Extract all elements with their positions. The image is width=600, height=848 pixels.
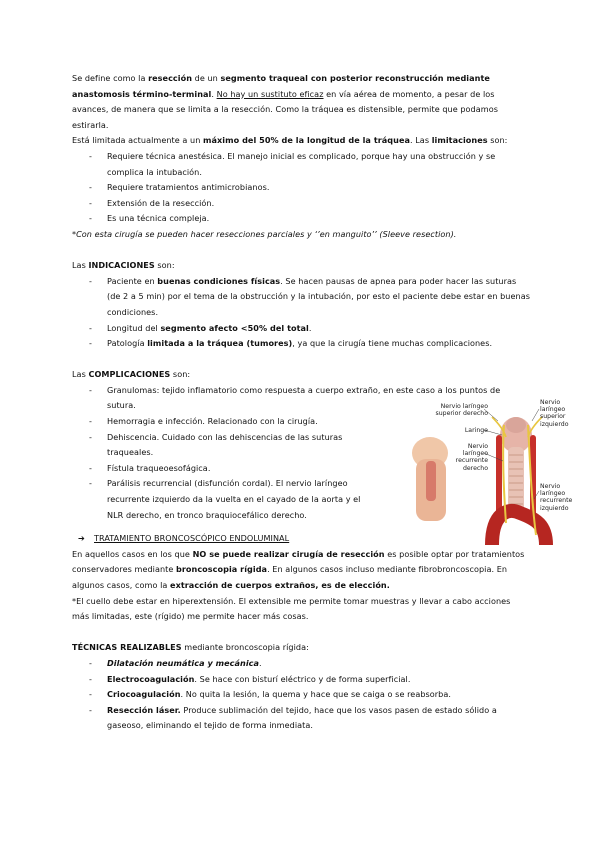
label-right-recurrent-nerve: Nervio laríngeo recurrente derecho	[455, 443, 488, 472]
list-item: - Hemorragia e infección. Relacionado con la cirugía.	[89, 416, 318, 427]
arrow-right-icon: ➔	[78, 533, 85, 544]
intro-paragraph: Se define como la resección de un segmento traqueal con posterior reconstrucción mediante anastomosis término-terminal. No hay un sustituto eficaz en vía aérea de momento, a pesar de los avances, de manera que se limita a la resección. Como la tráquea es distensible, permite que podamos estirarla.	[72, 73, 498, 130]
list-item: - Granulomas: tejido inflamatorio como respuesta a cuerpo extraño, en este caso a los puntos de sutura.	[89, 384, 501, 411]
list-item: - Requiere tratamientos antimicrobianos.	[89, 182, 270, 193]
list-item: - Extensión de la resección.	[89, 197, 215, 208]
hyperextension-note: *El cuello debe estar en hiperextensión. El extensible me permite tomar muestras y llevar a cabo acciones más limitadas, este (rígido) me permite hacer más cosas.	[72, 595, 511, 622]
list-item: - Patología limitada a la tráquea (tumores), ya que la cirugía tiene muchas complicaciones.	[89, 338, 493, 349]
list-item: - Dilatación neumática y mecánica.	[89, 657, 262, 668]
list-item: - Paciente en buenas condiciones físicas. Se hacen pausas de apnea para poder hacer las suturas (de 2 a 5 min) por el tema de la obstrucción y la intubación, por esto el paciente debe estar en buenas condiciones.	[89, 275, 530, 317]
limits-intro: Está limitada actualmente a un máximo del 50% de la longitud de la tráquea. Las limitaciones son:	[72, 135, 508, 146]
label-larynx: Laringe	[464, 427, 488, 434]
bronchoscopic-heading: ➔ TRATAMIENTO BRONCOSCÓPICO ENDOLUMINAL	[72, 531, 530, 547]
aortic-arch	[492, 511, 546, 545]
laryngeal-nerves-figure	[396, 395, 586, 545]
list-item: - Requiere técnica anestésica. El manejo inicial es complicado, porque hay una obstrucción y se complica la intubación.	[89, 150, 496, 177]
list-item: - Parálisis recurrencial (disfunción cordal). El nervio laríngeo recurrente izquierdo da la vuelta en el cayado de la aorta y el NLR derecho, en tronco braquiocefálico derecho.	[89, 478, 361, 520]
list-item: - Dehiscencia. Cuidado con las dehiscencias de las suturas traqueales.	[89, 431, 343, 458]
list-item: - Electrocoagulación. Se hace con bisturí eléctrico y de forma superficial.	[89, 673, 411, 684]
techniques-heading: TÉCNICAS REALIZABLES mediante broncoscopia rígida:	[72, 642, 309, 653]
label-left-superior-nerve: Nervio laríngeo superior izquierdo	[540, 399, 569, 428]
epiglottis-shape	[506, 417, 526, 433]
label-right-superior-nerve: Nervio laríngeo superior derecho	[435, 403, 488, 418]
list-item: - Longitud del segmento afecto <50% del total.	[89, 322, 312, 333]
sleeve-note: *Con esta cirugía se pueden hacer resecciones parciales y ‘’en manguito’’ (Sleeve resection).	[72, 228, 457, 239]
list-item: - Criocoagulación. No quita la lesión, la quema y hace que se caiga o se reabsorba.	[89, 689, 451, 700]
list-item: - Es una técnica compleja.	[89, 213, 210, 224]
indications-heading: Las INDICACIONES son:	[72, 260, 175, 271]
small-trachea	[426, 461, 436, 501]
complications-heading: Las COMPLICACIONES son:	[72, 369, 191, 380]
label-left-recurrent-nerve: Nervio laríngeo recurrente izquierdo	[540, 483, 573, 512]
list-item: - Resección láser. Produce sublimación del tejido, hace que los vasos pasen de estado sólido a gaseoso, eliminando el tejido de forma inmediata.	[89, 704, 497, 731]
bronchoscopic-paragraph: En aquellos casos en los que NO se puede realizar cirugía de resección es posible optar por tratamientos conservadores mediante broncoscopia rígida. En algunos casos incluso mediante fibrobroncoscopia. En algunos casos, como la extracción de cuerpos extraños, es de elección.	[72, 548, 525, 590]
list-item: - Fístula traqueoesofágica.	[89, 462, 211, 473]
